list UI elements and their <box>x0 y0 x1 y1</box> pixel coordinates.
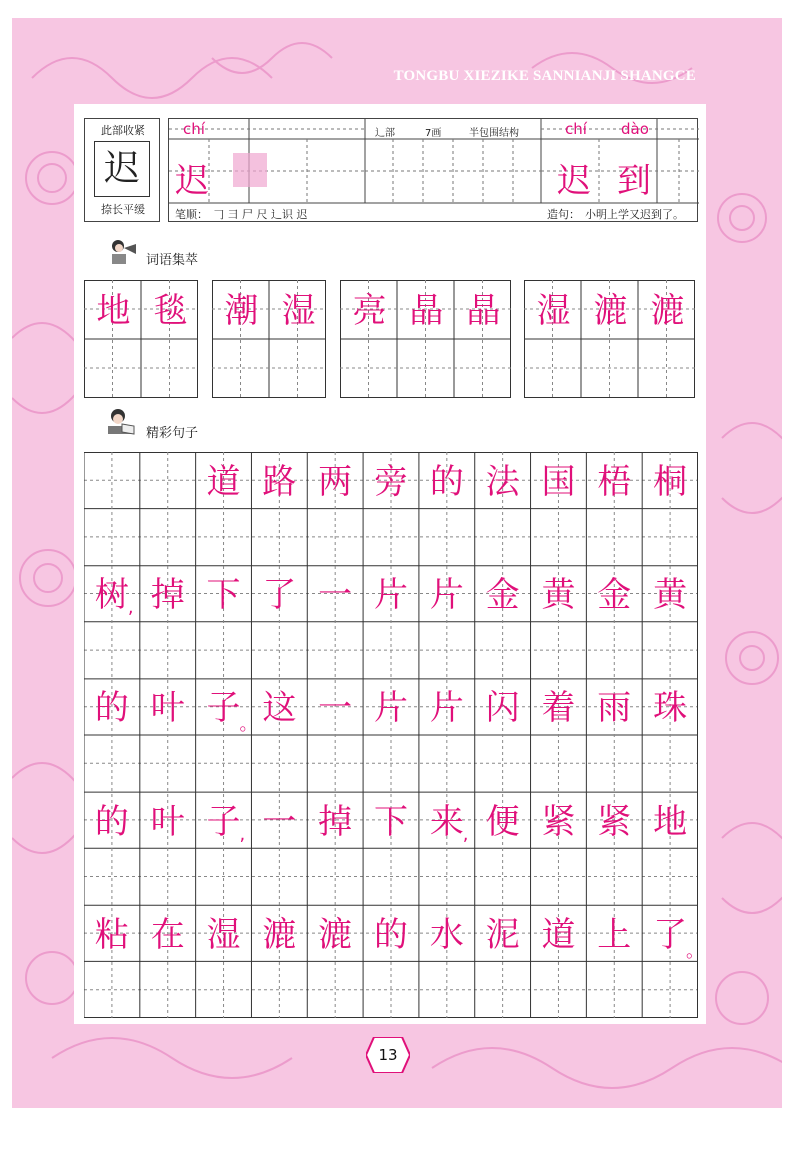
punctuation-mark: , <box>462 823 469 845</box>
radical-tip-bottom: 捺长平缓 <box>101 203 145 216</box>
sentence-char: 的 <box>429 462 464 502</box>
sentence-grid <box>84 452 704 1018</box>
sentence-char: 掉 <box>318 801 353 842</box>
vocab-char: 漉 <box>650 291 685 331</box>
child-trumpet-icon <box>104 238 138 266</box>
sentence-char: 片 <box>373 688 408 729</box>
header-title: TONGBU XIEZIKE SANNIANJI SHANGCE <box>393 68 696 84</box>
vocab-word-box <box>524 280 695 398</box>
example-sentence: 小明上学又迟到了。 <box>585 208 684 221</box>
punctuation-mark: 。 <box>686 940 704 962</box>
word-pinyin-2: dào <box>621 120 649 138</box>
sentence-char: 桐 <box>653 462 688 502</box>
sentence-char: 一 <box>318 575 353 616</box>
sentence-char: 黄 <box>653 575 688 616</box>
sentence-char: 泥 <box>485 914 520 955</box>
sentence-char: 两 <box>318 462 353 502</box>
sentence-char: 片 <box>373 575 408 616</box>
sentence-char: 珠 <box>653 688 688 729</box>
sentence-char: 着 <box>541 688 576 729</box>
sentence-char: 水 <box>429 914 464 955</box>
vocab-word-box <box>212 280 326 398</box>
sentence-char: 道 <box>206 462 241 502</box>
word-char-1: 迟 <box>557 161 591 201</box>
page-number <box>366 1037 410 1073</box>
vocab-char: 漉 <box>593 291 628 331</box>
sentence-char: 路 <box>262 462 297 502</box>
sentence-char: 在 <box>150 914 185 955</box>
sentence-char: 一 <box>262 801 297 842</box>
sentence-char: 片 <box>429 575 464 616</box>
sentence-char: 的 <box>94 688 129 729</box>
vocab-word-box <box>84 280 198 398</box>
sentence-char: 道 <box>541 914 576 955</box>
vocab-char: 湿 <box>281 291 316 331</box>
sentence-char: 粘 <box>94 914 129 955</box>
stroke-order: 𠃌 ⺕ 尸 尺 ⻌识 迟 <box>213 208 308 221</box>
sentence-char: 掉 <box>150 575 185 616</box>
sentence-char: 叶 <box>150 801 185 842</box>
sentence-char: 金 <box>485 575 520 616</box>
sentence-char: 法 <box>485 462 520 502</box>
radical-info: 辶部 <box>375 128 395 139</box>
sentence-char: 这 <box>262 688 297 729</box>
main-char: 迟 <box>175 161 209 201</box>
sentence-char: 紧 <box>597 801 632 842</box>
structure-info: 半包围结构 <box>469 128 519 139</box>
sentence-char: 紧 <box>541 801 576 842</box>
vocab-char: 湿 <box>536 291 571 331</box>
page-number-text: 13 <box>378 1046 398 1064</box>
sentence-char: 了 <box>262 575 297 616</box>
example-label: 造句： <box>547 208 580 221</box>
sentence-char: 漉 <box>262 914 297 955</box>
sentence-char: 了 <box>653 914 688 955</box>
sentence-section-title: 精彩句子 <box>146 426 199 441</box>
sentence-char: 子 <box>206 801 241 842</box>
char-card <box>84 118 698 222</box>
sentence-char: 上 <box>597 914 632 955</box>
sentence-char: 一 <box>318 688 353 729</box>
vocab-char: 地 <box>96 291 131 331</box>
word-pinyin-1: chí <box>565 120 587 138</box>
radical-box <box>84 118 160 222</box>
vocab-section-title: 词语集萃 <box>146 253 199 268</box>
sentence-char: 的 <box>94 801 129 842</box>
sentence-char: 雨 <box>597 688 632 729</box>
sentence-char: 便 <box>485 801 520 842</box>
sentence-char: 树 <box>94 575 129 616</box>
sentence-char: 片 <box>429 688 464 729</box>
char-info-table <box>168 118 698 222</box>
punctuation-mark: , <box>127 597 134 619</box>
sentence-char: 叶 <box>150 688 185 729</box>
stroke-order-label: 笔顺： <box>175 208 208 221</box>
pinyin-main: chí <box>183 120 205 138</box>
sentence-char: 湿 <box>206 914 241 955</box>
sentence-char: 国 <box>541 462 576 502</box>
sentence-char: 金 <box>597 575 632 616</box>
sentence-char: 旁 <box>373 462 408 502</box>
stroke-count: 7画 <box>425 128 442 139</box>
sentence-char: 地 <box>653 801 688 842</box>
sentence-char: 子 <box>206 688 241 729</box>
sentence-char: 来 <box>429 801 464 842</box>
vocab-char: 亮 <box>352 291 387 331</box>
vocab-char: 毯 <box>153 291 188 331</box>
punctuation-mark: 。 <box>239 714 258 736</box>
child-reading-icon <box>104 408 138 436</box>
sentence-char: 漉 <box>318 914 353 955</box>
vocab-char: 晶 <box>409 291 444 331</box>
punctuation-mark: , <box>239 823 246 845</box>
sentence-char: 的 <box>373 914 408 955</box>
radical-tip-top: 此部收紧 <box>101 124 145 137</box>
vocab-char: 晶 <box>466 291 501 331</box>
sentence-char: 梧 <box>597 462 632 502</box>
vocab-word-box <box>340 280 511 398</box>
sentence-char: 下 <box>206 575 241 616</box>
sentence-char: 闪 <box>485 688 520 729</box>
vocab-char: 潮 <box>224 291 259 331</box>
sentence-char: 下 <box>373 801 408 842</box>
sentence-char: 黄 <box>541 575 576 616</box>
radical-char: 迟 <box>94 141 150 197</box>
word-char-2: 到 <box>617 161 651 201</box>
